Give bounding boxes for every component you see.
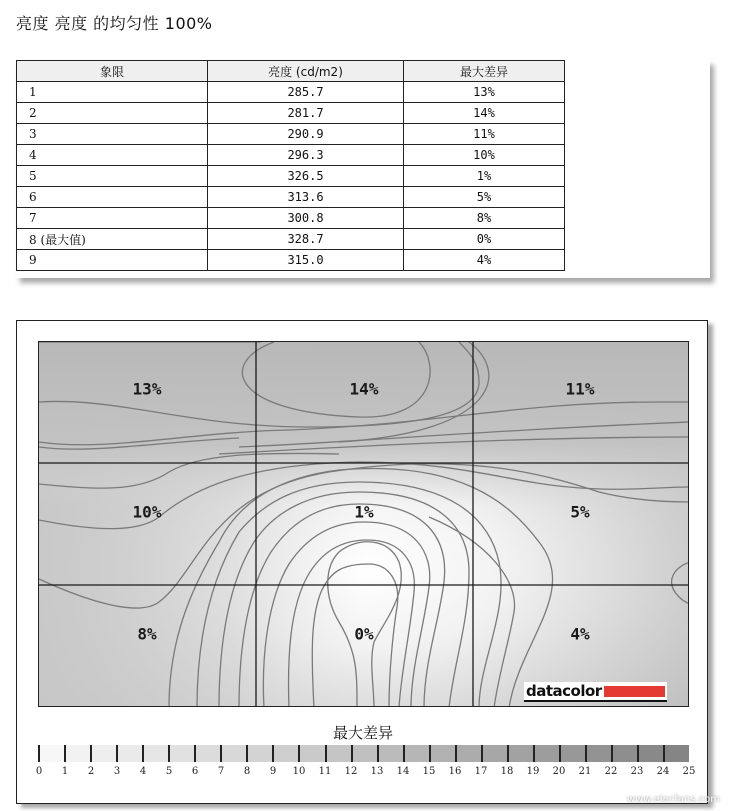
legend-tick-labels: [35, 766, 696, 780]
legend-segment: [611, 745, 637, 762]
legend-tick: 4: [139, 766, 147, 777]
legend-tick: 20: [552, 766, 566, 777]
quadrant-cell: 5: [17, 166, 208, 187]
luminance-cell: 300.8: [208, 208, 404, 229]
legend-tick: 23: [630, 766, 644, 777]
luminance-cell: 328.7: [208, 229, 404, 250]
legend-tick: 11: [318, 766, 332, 777]
heatmap-cell-label: 5%: [570, 502, 590, 522]
legend-segment: [38, 745, 64, 762]
quadrant-cell: 8 (最大值): [17, 229, 208, 250]
legend-tick: 18: [500, 766, 514, 777]
table-row: [17, 166, 565, 187]
heatmap-cell-label: 1%: [354, 502, 374, 522]
legend-segment: [403, 745, 429, 762]
legend-segment: [637, 745, 663, 762]
datacolor-logo-text: datacolor: [526, 682, 602, 700]
legend-segment: [663, 745, 689, 762]
legend-tick: 2: [87, 766, 95, 777]
legend-segment: [116, 745, 142, 762]
watermark: www.elecfans.com: [626, 794, 720, 805]
legend-segment: [585, 745, 611, 762]
legend-colorbar: [38, 745, 689, 762]
legend-tick: 17: [474, 766, 488, 777]
legend-segment: [194, 745, 220, 762]
legend-tick: 3: [113, 766, 121, 777]
table-header-row: [17, 61, 565, 82]
legend-title: 最大差异: [332, 724, 393, 742]
legend-segment: [90, 745, 116, 762]
legend-segment: [64, 745, 90, 762]
deviation-cell: 0%: [404, 229, 565, 250]
table-row: [17, 250, 565, 271]
legend-segment: [246, 745, 272, 762]
legend-tick: 21: [578, 766, 592, 777]
quadrant-cell: 3: [17, 124, 208, 145]
heatmap-cell-label: 0%: [354, 624, 374, 644]
deviation-cell: 4%: [404, 250, 565, 271]
legend-tick: 14: [396, 766, 410, 777]
heatmap-cell-label: 8%: [137, 624, 157, 644]
quadrant-cell: 2: [17, 103, 208, 124]
legend-tick: 8: [243, 766, 251, 777]
legend-tick: 10: [292, 766, 306, 777]
legend-tick: 24: [656, 766, 670, 777]
legend-tick: 19: [526, 766, 540, 777]
table-row: [17, 103, 565, 124]
legend-segment: [351, 745, 377, 762]
legend-tick: 5: [165, 766, 173, 777]
page-title: 亮度 亮度 的均匀性 100%: [16, 14, 213, 33]
column-header-luminance: 亮度 (cd/m2): [208, 61, 404, 82]
quadrant-cell: 1: [17, 82, 208, 103]
table-row: [17, 208, 565, 229]
luminance-cell: 315.0: [208, 250, 404, 271]
luminance-cell: 290.9: [208, 124, 404, 145]
legend-segment: [272, 745, 298, 762]
column-header-max-deviation: 最大差异: [404, 61, 565, 82]
legend-segment: [377, 745, 403, 762]
legend-segment: [533, 745, 559, 762]
deviation-cell: 14%: [404, 103, 565, 124]
heatmap-cell-label: 14%: [349, 379, 379, 399]
column-header-quadrant: 象限: [17, 61, 208, 82]
legend-tick: 25: [682, 766, 696, 777]
deviation-cell: 10%: [404, 145, 565, 166]
heatmap-cell-label: 13%: [132, 379, 162, 399]
legend-segment: [220, 745, 246, 762]
deviation-cell: 8%: [404, 208, 565, 229]
legend-tick: 0: [35, 766, 43, 777]
legend-tick: 1: [61, 766, 69, 777]
legend-tick: 13: [370, 766, 384, 777]
luminance-cell: 313.6: [208, 187, 404, 208]
legend-segment: [481, 745, 507, 762]
table-row: [17, 145, 565, 166]
legend-tick: 12: [344, 766, 358, 777]
legend-segment: [559, 745, 585, 762]
heatmap-cell-label: 10%: [132, 502, 162, 522]
quadrant-cell: 6: [17, 187, 208, 208]
uniformity-table: [16, 60, 565, 271]
heatmap-cell-label: 11%: [565, 379, 595, 399]
luminance-cell: 281.7: [208, 103, 404, 124]
luminance-cell: 285.7: [208, 82, 404, 103]
uniformity-chart-panel: [16, 320, 708, 804]
deviation-cell: 11%: [404, 124, 565, 145]
legend-segment: [507, 745, 533, 762]
legend-tick: 16: [448, 766, 462, 777]
uniformity-table-panel: [16, 60, 710, 278]
deviation-cell: 5%: [404, 187, 565, 208]
legend-segment: [298, 745, 324, 762]
legend-tick: 7: [217, 766, 225, 777]
table-row: [17, 124, 565, 145]
datacolor-logo: [524, 682, 667, 702]
heatmap-cell-label: 4%: [570, 624, 590, 644]
deviation-cell: 1%: [404, 166, 565, 187]
uniformity-heatmap: [38, 341, 689, 707]
quadrant-cell: 4: [17, 145, 208, 166]
table-row: [17, 187, 565, 208]
legend-segment: [455, 745, 481, 762]
quadrant-cell: 7: [17, 208, 208, 229]
legend-segment: [325, 745, 351, 762]
quadrant-cell: 9: [17, 250, 208, 271]
deviation-cell: 13%: [404, 82, 565, 103]
table-row: [17, 82, 565, 103]
luminance-cell: 326.5: [208, 166, 404, 187]
legend-tick: 6: [191, 766, 199, 777]
table-row: [17, 229, 565, 250]
legend-segment: [168, 745, 194, 762]
legend-tick: 9: [269, 766, 277, 777]
datacolor-logo-bar: [604, 686, 665, 697]
legend-segment: [142, 745, 168, 762]
legend-tick: 22: [604, 766, 618, 777]
legend-tick: 15: [422, 766, 436, 777]
legend-segment: [429, 745, 455, 762]
luminance-cell: 296.3: [208, 145, 404, 166]
